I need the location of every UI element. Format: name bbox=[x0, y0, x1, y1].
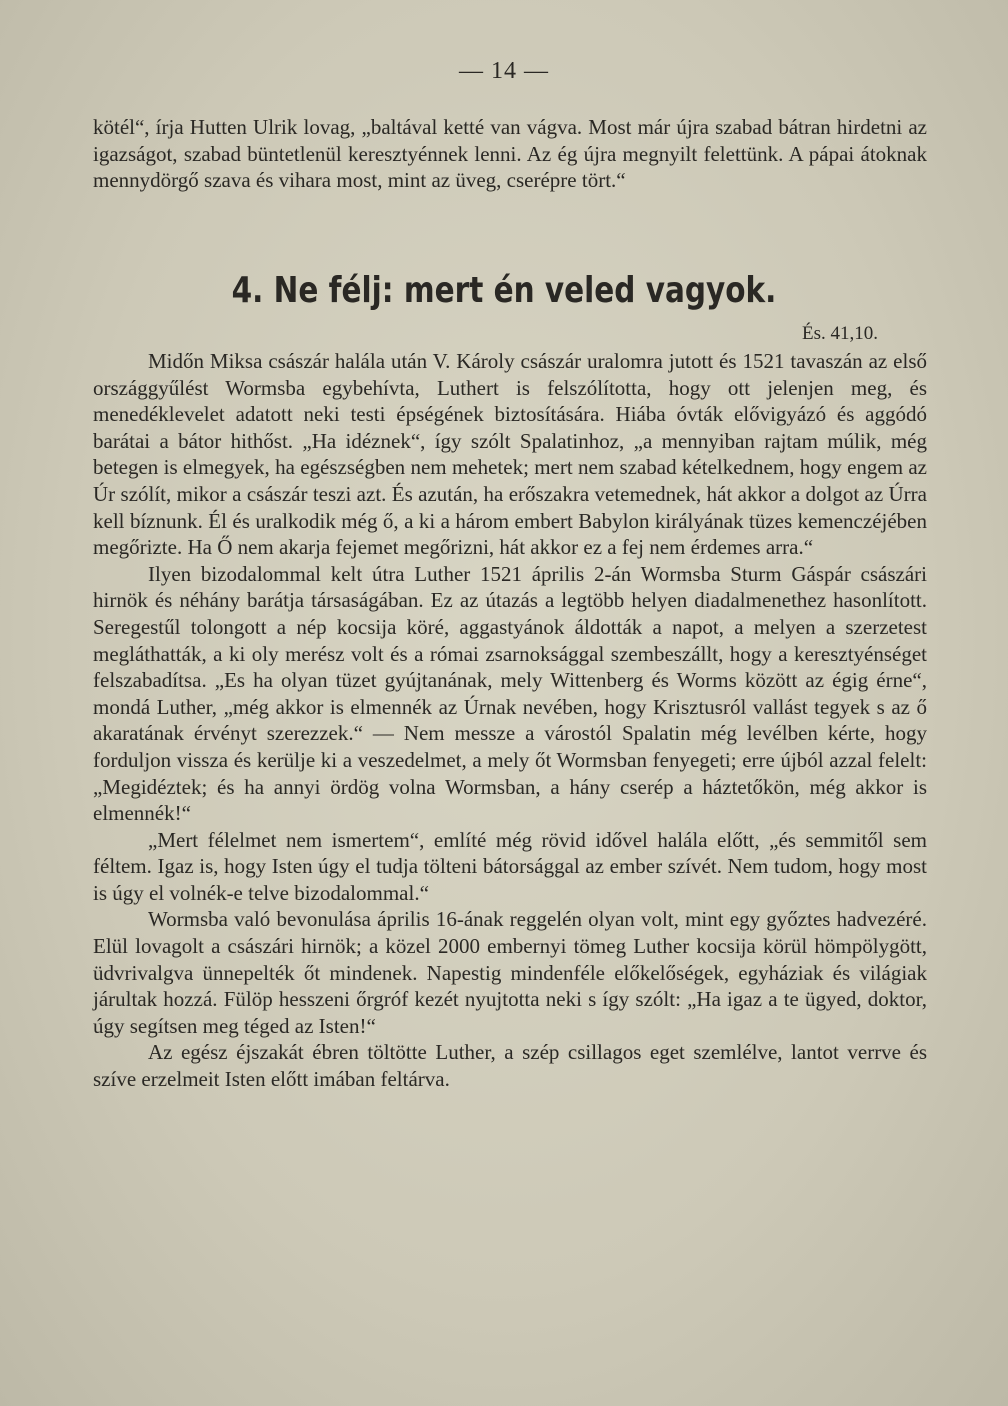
paragraph-5: Az egész éjszakát ébren töltötte Luther, a szép csillagos eget szemlélve, lantot verrve és szíve erzelmeit Isten előtt imában feltárva. bbox=[93, 1040, 927, 1092]
main-text-block bbox=[93, 348, 927, 1093]
paragraph-3: „Mert félelmet nem ismertem“, említé még rövid idővel halála előtt, „és semmitől sem féltem. Igaz is, hogy Isten úgy el tudja tölteni bátorsággal az ember szívét. Nem tudom, hogy most is úgy el volnék-e telve bizodalommal.“ bbox=[93, 827, 927, 905]
intro-text-block bbox=[93, 114, 927, 194]
paragraph-1: Midőn Miksa császár halála után V. Károly császár uralomra jutott és 1521 tavaszán az első országgyűlést Wormsba egybehívta, Luthert is felszólította, hogy ott jelenjen meg, és menedéklevelet adatott neki testi épségének biztosítására. Hiába óvták elővigyázó és aggódó barátai a bátor hithőst. „Ha idéznek“, így szólt Spalatinhoz, „a mennyiban rajtam múlik, még betegen is elmegyek, ha egészségben nem mehetek; mert nem szabad kételkednem, hogy engem az Úr szólít, mikor a császár teszi azt. És azután, ha erőszakra vetemednek, hát akkor a dolgot az Úrra kell bíznunk. Él és uralkodik még ő, a ki a három embert Babylon királyának tüzes kemenczéjében megőrizte. Ha Ő nem akarja fejemet megőrizni, hát akkor ez a fej nem érdemes arra.“ bbox=[93, 349, 927, 560]
scripture-reference: És. 41,10. bbox=[802, 323, 878, 344]
paragraph-4: Wormsba való bevonulása április 16-ának reggelén olyan volt, mint egy győztes hadvezéré. Elül lovagolt a császári hirnök; a közel 2000 embernyi tömeg Luther kocsija körül hömpölygött, üdvrivalgva ünnepelték őt mindenek. Napestig mindenféle előkelőségek, egyháziak és világiak járultak hozzá. Fülöp hesszeni őrgróf kezét nyujtotta neki s így szólt: „Ha igaz a te ügyed, doktor, úgy segítsen meg téged az Isten!“ bbox=[93, 907, 927, 1038]
chapter-heading: 4. Ne félj: mert én veled vagyok. bbox=[231, 270, 777, 311]
page-number: — 14 — bbox=[459, 58, 549, 84]
intro-paragraph: kötél“, írja Hutten Ulrik lovag, „baltával ketté van vágva. Most már újra szabad bátran hirdetni az igazságot, szabad büntetlenül keresztyénnek lenni. Az ég újra megnyilt felettünk. A pápai átoknak mennydörgő szava és vihara most, mint az üveg, cserépre tört.“ bbox=[93, 115, 927, 193]
paragraph-2: Ilyen bizodalommal kelt útra Luther 1521 április 2-án Wormsba Sturm Gáspár császári hirnök és néhány barátja társaságában. Ez az útazás a legtöbb helyen diadalmenethez hasonlított. Seregestűl tolongott a nép kocsija köré, aggastyánok áldották a napot, a melyen a szerzetest megláthatták, a ki oly merész volt és a római zsarnoksággal szembeszállt, hogy a keresztyénséget felszabadítsa. „Es ha olyan tüzet gyújtanának, mely Wittenberg és Worms között az égig érne“, mondá Luther, „még akkor is elmennék az Úrnak nevében, hogy Krisztusról vallást tegyek s az ő akaratának érvényt szerezzek.“ — Nem messze a várostól Spalatin még levélben kérte, hogy forduljon vissza és kerülje ki a veszedelmet, a mely őt Wormsban fenyegeti; erre újból azzal felelt: „Megidéztek; és ha annyi ördög volna Wormsban, a hány cserép a háztetőkön, még akkor is elmennék!“ bbox=[93, 561, 927, 826]
